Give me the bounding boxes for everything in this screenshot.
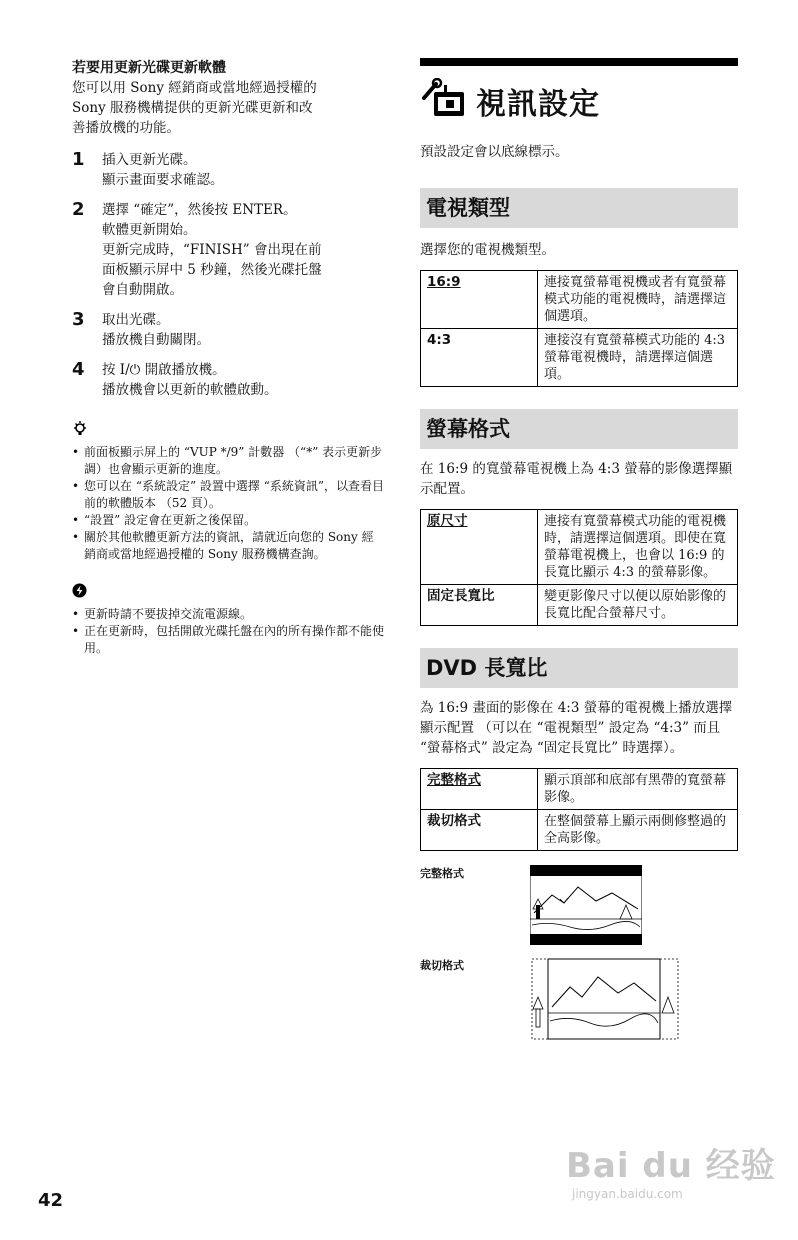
option-key: 原尺寸 <box>421 510 538 585</box>
option-desc: 在整個螢幕上顯示兩側修整過的全高影像。 <box>538 810 738 851</box>
step-line: 軟體更新開始。 <box>102 222 197 238</box>
letterbox-illustration <box>530 865 642 945</box>
left-column <box>72 58 384 657</box>
step-line: 播放機自動關閉。 <box>102 332 210 348</box>
intro-line: 您可以用 Sony 經銷商或當地經過授權的 <box>72 80 317 96</box>
step-line: 按 I/⏻ 開啟播放機。 <box>102 362 226 378</box>
section-title: 視訊設定 <box>476 87 600 122</box>
tv-type-heading: 電視類型 <box>420 188 738 228</box>
option-desc: 連接寬螢幕電視機或者有寬螢幕模式功能的電視機時，請選擇這個選項。 <box>538 271 738 329</box>
option-key: 固定長寬比 <box>421 585 538 626</box>
hint-item: • 您可以在 “系統設定” 設置中選擇 “系統資訊”，以查看目前的軟體版本 （52 頁）。 <box>72 478 384 512</box>
step-1 <box>72 150 384 190</box>
note-item: • 更新時請不要拔掉交流電源線。 <box>72 606 384 623</box>
diagram-label: 完整格式 <box>420 867 464 880</box>
table-row <box>421 810 738 851</box>
notes-list <box>72 606 384 657</box>
option-desc: 變更影像尺寸以便以原始影像的長寬比配合螢幕尺寸。 <box>538 585 738 626</box>
hint-item: • “設置” 設定會在更新之後保留。 <box>72 512 384 529</box>
steps-list <box>72 150 384 400</box>
dvd-aspect-heading: DVD 長寬比 <box>420 648 738 688</box>
right-column <box>420 58 738 1041</box>
step-line: 插入更新光碟。 <box>102 152 197 168</box>
step-number: 1 <box>72 149 85 170</box>
option-desc: 顯示頂部和底部有黑帶的寬螢幕影像。 <box>538 769 738 810</box>
watermark-url: jingyan.baidu.com <box>572 1187 683 1201</box>
option-key: 16:9 <box>421 271 538 329</box>
intro-line: 善播放機的功能。 <box>72 120 180 136</box>
letterbox-diagram-row <box>420 865 738 945</box>
step-number: 2 <box>72 199 85 220</box>
step-number: 4 <box>72 359 85 380</box>
dvd-aspect-table <box>420 768 738 851</box>
screen-format-desc: 在 16:9 的寬螢幕電視機上為 4:3 螢幕的影像選擇顯示配置。 <box>420 461 733 497</box>
panscan-diagram-row <box>420 957 738 1041</box>
section-header <box>420 74 738 128</box>
step-2 <box>72 200 384 300</box>
step-line: 會自動開啟。 <box>102 282 183 298</box>
watermark <box>566 1138 776 1201</box>
step-number: 3 <box>72 309 85 330</box>
hints-block <box>72 420 384 563</box>
note-item: • 正在更新時，包括開啟光碟托盤在內的所有操作都不能使用。 <box>72 623 384 657</box>
update-heading: 若要用更新光碟更新軟體 <box>72 60 226 76</box>
step-line: 更新完成時，“FINISH” 會出現在前 <box>102 242 322 258</box>
step-3 <box>72 310 384 350</box>
step-line: 取出光碟。 <box>102 312 170 328</box>
intro-line: Sony 服務機構提供的更新光碟更新和改 <box>72 100 313 116</box>
table-row <box>421 271 738 329</box>
table-row <box>421 510 738 585</box>
option-desc: 連接有寬螢幕模式功能的電視機時，請選擇這個選項。即使在寬螢幕電視機上，也會以 16:9 的長寬比顯示 4:3 的螢幕影像。 <box>538 510 738 585</box>
option-desc: 連接沒有寬螢幕模式功能的 4:3 螢幕電視機時，請選擇這個選項。 <box>538 329 738 387</box>
screen-format-table <box>420 509 738 626</box>
section-top-bar <box>420 58 738 66</box>
step-4 <box>72 360 384 400</box>
hints-list <box>72 444 384 563</box>
step-line: 顯示畫面要求確認。 <box>102 172 224 188</box>
diagram-label: 裁切格式 <box>420 959 464 972</box>
step-line: 選擇 “確定”，然後按 ENTER。 <box>102 202 297 218</box>
tv-type-desc: 選擇您的電視機類型。 <box>420 242 555 258</box>
watermark-logo: Bai du 经验 <box>566 1146 776 1186</box>
panscan-illustration <box>530 957 680 1041</box>
option-key: 完整格式 <box>421 769 538 810</box>
notes-block <box>72 583 384 657</box>
caution-icon <box>72 583 87 602</box>
table-row <box>421 585 738 626</box>
step-line: 播放機會以更新的軟體啟動。 <box>102 382 278 398</box>
table-row <box>421 769 738 810</box>
lightbulb-icon <box>72 421 88 440</box>
page-number: 42 <box>38 1190 64 1211</box>
step-line: 面板顯示屏中 5 秒鐘，然後光碟托盤 <box>102 262 322 278</box>
option-key: 4:3 <box>421 329 538 387</box>
hint-item: • 關於其他軟體更新方法的資訊，請就近向您的 Sony 經銷商或當地經過授權的 Sony 服務機構查詢。 <box>72 529 384 563</box>
table-row <box>421 329 738 387</box>
hint-item: • 前面板顯示屏上的 “VUP */9” 計數器 （“*” 表示更新步調）也會顯示更新的進度。 <box>72 444 384 478</box>
option-key: 裁切格式 <box>421 810 538 851</box>
dvd-aspect-desc: 為 16:9 畫面的影像在 4:3 螢幕的電視機上播放選擇顯示配置 （可以在 “電視類型” 設定為 “4:3” 而且 “螢幕格式” 設定為 “固定長寬比” 時選擇）。 <box>420 700 733 756</box>
video-settings-icon <box>420 78 468 124</box>
default-note: 預設設定會以底線標示。 <box>420 144 569 160</box>
tv-type-table <box>420 270 738 387</box>
screen-format-heading: 螢幕格式 <box>420 409 738 449</box>
